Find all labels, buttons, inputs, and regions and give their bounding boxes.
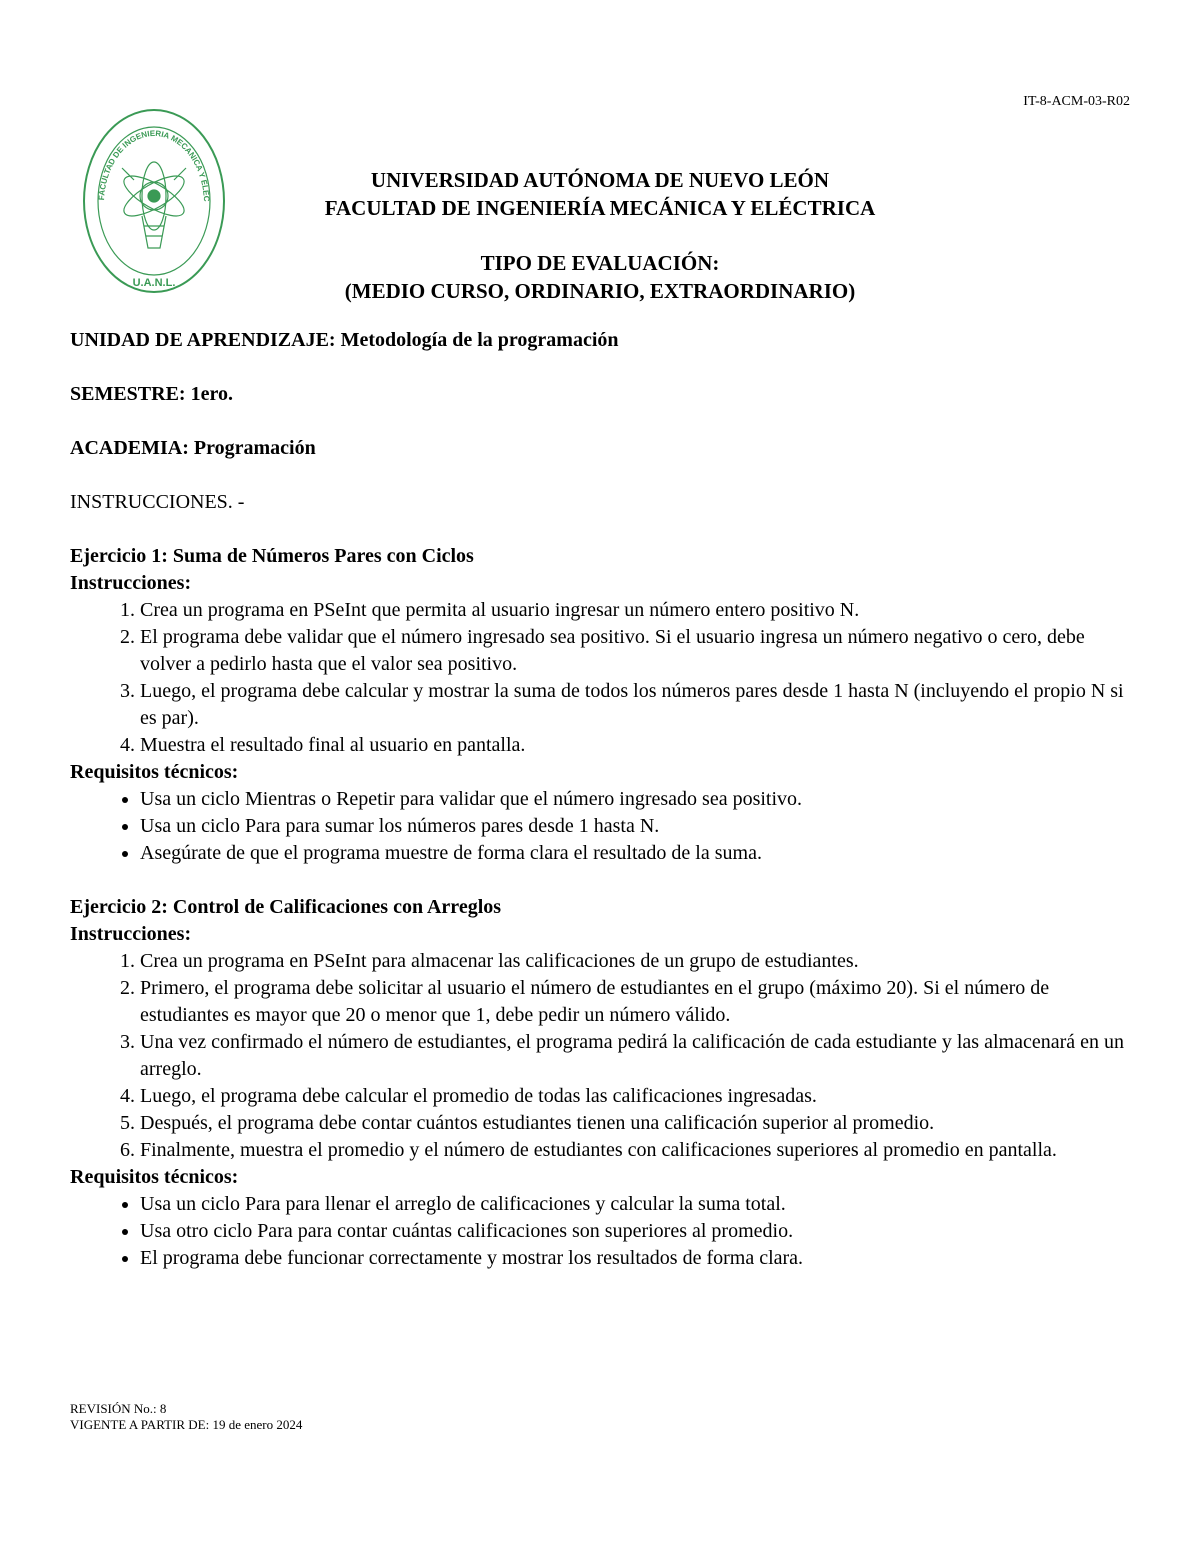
svg-text:U.A.N.L.: U.A.N.L. (132, 277, 176, 289)
instructions-heading: INSTRUCCIONES. - (70, 491, 245, 513)
document-body (70, 327, 1140, 1299)
requirements-list (70, 786, 1140, 867)
evaluation-options: (MEDIO CURSO, ORDINARIO, EXTRAORDINARIO) (344, 279, 856, 303)
list-item: 4. Luego, el programa debe calcular el promedio de todas las calificaciones ingresadas. (140, 1083, 1140, 1110)
exercise-title: Ejercicio 1: Suma de Números Pares con Ciclos (70, 545, 474, 567)
exercise-2 (70, 894, 1140, 1272)
exercise-title: Ejercicio 2: Control de Calificaciones con Arreglos (70, 896, 502, 918)
requirements-list (70, 1191, 1140, 1272)
revision-number: REVISIÓN No.: 8 (70, 1401, 167, 1416)
svg-text:FACULTAD DE INGENIERIA MECANIC: FACULTAD DE INGENIERIA MECANICA Y ELEC (97, 128, 212, 202)
requirements-label: Requisitos técnicos: (70, 1166, 239, 1188)
list-item: 6. Finalmente, muestra el promedio y el número de estudiantes con calificaciones superiores al promedio en pantalla. (140, 1137, 1140, 1164)
institution-header (0, 166, 1200, 222)
list-item: • Asegúrate de que el programa muestre de forma clara el resultado de la suma. (140, 840, 1140, 867)
unidad-field: UNIDAD DE APRENDIZAJE: Metodología de la programación (70, 329, 619, 351)
list-item: 5. Después, el programa debe contar cuántos estudiantes tienen una calificación superior al promedio. (140, 1110, 1140, 1137)
university-name: UNIVERSIDAD AUTÓNOMA DE NUEVO LEÓN (370, 168, 830, 192)
semestre-field: SEMESTRE: 1ero. (70, 383, 233, 405)
evaluation-type: TIPO DE EVALUACIÓN: (480, 251, 720, 275)
list-item: • Usa otro ciclo Para para contar cuántas calificaciones son superiores al promedio. (140, 1218, 1140, 1245)
list-item: • Usa un ciclo Mientras o Repetir para validar que el número ingresado sea positivo. (140, 786, 1140, 813)
list-item: 1. Crea un programa en PSeInt que permita al usuario ingresar un número entero positivo N. (140, 597, 1140, 624)
faculty-name: FACULTAD DE INGENIERÍA MECÁNICA Y ELÉCTRICA (324, 196, 876, 220)
list-item: • Usa un ciclo Para para sumar los números pares desde 1 hasta N. (140, 813, 1140, 840)
list-item: • El programa debe funcionar correctamente y mostrar los resultados de forma clara. (140, 1245, 1140, 1272)
instructions-list (70, 948, 1140, 1164)
list-item: 1. Crea un programa en PSeInt para almacenar las calificaciones de un grupo de estudiantes. (140, 948, 1140, 975)
academia-field: ACADEMIA: Programación (70, 437, 316, 459)
requirements-label: Requisitos técnicos: (70, 761, 239, 783)
list-item: • Usa un ciclo Para para llenar el arreglo de calificaciones y calcular la suma total. (140, 1191, 1140, 1218)
instructions-list (70, 597, 1140, 759)
document-code: IT-8-ACM-03-R02 (1023, 94, 1130, 109)
list-item: 2. Primero, el programa debe solicitar al usuario el número de estudiantes en el grupo (máximo 20). Si el número de estudiantes es mayor que 20 o menor que 1, debe pedir un número válido. (140, 975, 1140, 1029)
list-item: 3. Una vez confirmado el número de estudiantes, el programa pedirá la calificación de cada estudiante y las almacenará en un arreglo. (140, 1029, 1140, 1083)
list-item: 4. Muestra el resultado final al usuario en pantalla. (140, 732, 1140, 759)
instructions-label: Instrucciones: (70, 572, 192, 594)
exercise-1 (70, 543, 1140, 867)
document-footer (70, 1401, 302, 1433)
list-item: 3. Luego, el programa debe calcular y mostrar la suma de todos los números pares desde 1 hasta N (incluyendo el propio N si es par). (140, 678, 1140, 732)
effective-date: VIGENTE A PARTIR DE: 19 de enero 2024 (70, 1417, 303, 1432)
evaluation-header (0, 249, 1200, 305)
instructions-label: Instrucciones: (70, 923, 192, 945)
list-item: 2. El programa debe validar que el número ingresado sea positivo. Si el usuario ingresa un número negativo o cero, debe volver a pedirlo hasta que el valor sea positivo. (140, 624, 1140, 678)
